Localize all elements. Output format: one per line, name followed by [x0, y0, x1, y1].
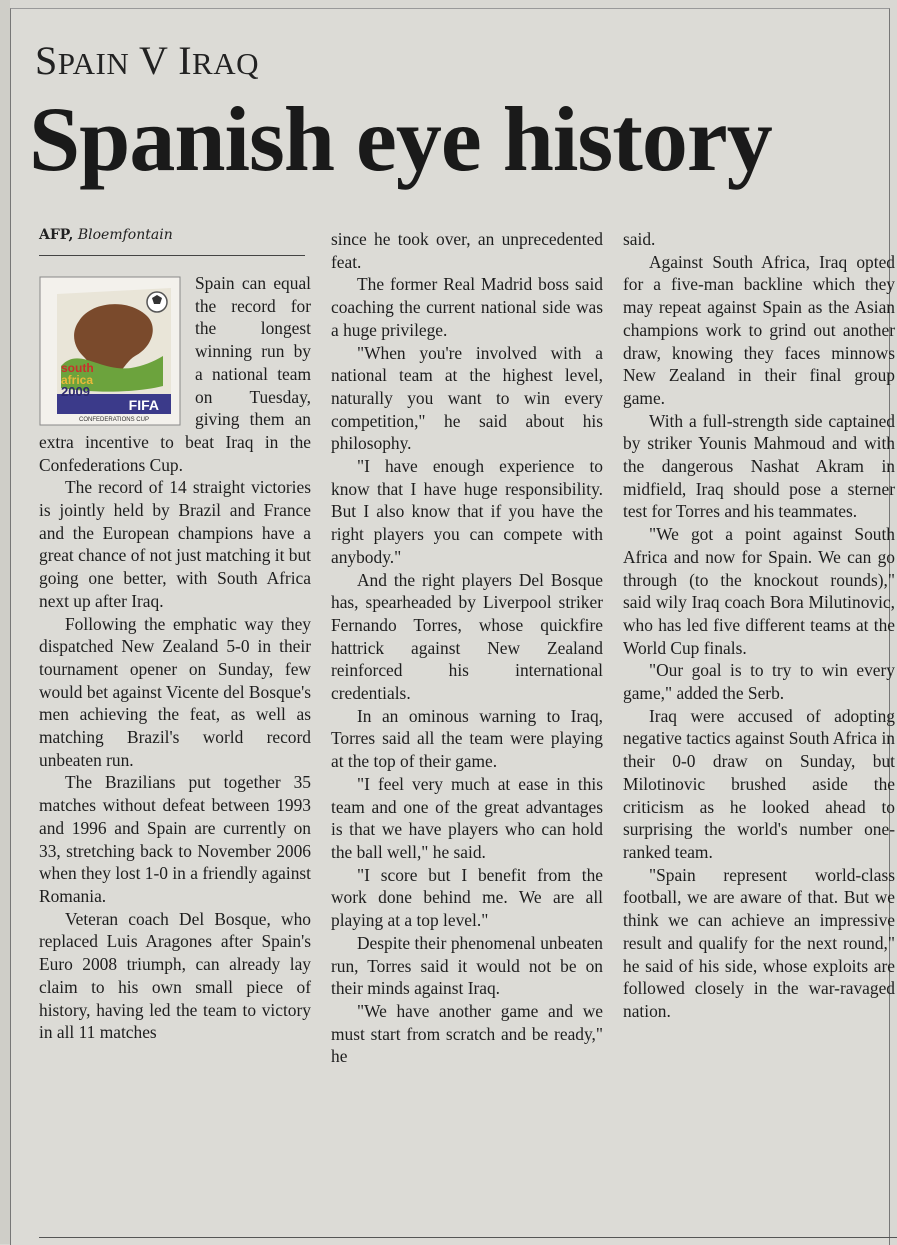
- newspaper-page: [10, 8, 895, 1245]
- article-column-2: [331, 228, 603, 1068]
- confederations-cup-logo-graphic: [39, 276, 181, 426]
- confederations-cup-logo: [39, 276, 181, 426]
- paragraph: Iraq were accused of adopting negative tactics against South Africa in their 0-0 draw on Sunday, but Milotinovic brushed aside the criticism as he looked ahead to surprising the world's number one-ranked team.: [623, 705, 895, 862]
- paragraph: Despite their phenomenal unbeaten run, Torres said it would not be on their minds against Iraq.: [331, 932, 603, 999]
- section-kicker: SPAIN V IRAQ: [35, 38, 259, 83]
- paragraph: Veteran coach Del Bosque, who replaced Luis Aragones after Spain's Euro 2008 triumph, can already lay claim to his own small piece of history, having led the team to victory in all 11 matches: [39, 908, 311, 1043]
- paragraph: With a full-strength side captained by striker Younis Mahmoud and with the dangerous Nashat Akram in midfield, Iraq should pose a sterner test for Torres and his teammates.: [623, 410, 895, 522]
- paragraph: "Spain represent world-class football, we are aware of that. But we think we can achieve an impressive result and qualify for the next round," he said of his side, whose exploits are followed closely in the war-ravaged nation.: [623, 864, 895, 1021]
- paragraph: "We have another game and we must start from scratch and be ready," he: [331, 1000, 603, 1067]
- byline-place: Bloemfontain: [77, 227, 173, 243]
- article-column-1: [39, 272, 311, 1044]
- page-edge-strip: [0, 0, 10, 1244]
- paragraph: "I feel very much at ease in this team and one of the great advantages is that we have players who can hold the ball well," he said.: [331, 773, 603, 862]
- paragraph: "We got a point against South Africa and now for Spain. We can go through (to the knockout rounds)," said wily Iraq coach Bora Milutinovic, who has led five different teams at the World Cup finals.: [623, 524, 895, 658]
- paragraph: Following the emphatic way they dispatched New Zealand 5-0 in their tournament opener on Sunday, few would bet against Vicente del Bosque's men achieving the feat, as well as matching Brazil's world record unbeaten run.: [39, 613, 311, 770]
- paragraph: The former Real Madrid boss said coaching the current national side was a huge privilege.: [331, 274, 603, 340]
- paragraph: And the right players Del Bosque has, spearheaded by Liverpool striker Fernando Torres, whose quickfire hattrick against New Zealand reinforced his international credentials.: [331, 569, 603, 704]
- paragraph: "Our goal is to try to win every game," added the Serb.: [623, 660, 895, 704]
- logo-text-africa: africa: [61, 373, 94, 387]
- paragraph: "I have enough experience to know that I have huge responsibility. But I also know that if you have the right players you can compete with anybody.": [331, 456, 603, 567]
- paragraph-continued: since he took over, an unprecedented feat.: [331, 229, 603, 272]
- paragraph: Against South Africa, Iraq opted for a five-man backline which they may repeat against Spain as the Asian champions work to grind out another draw, knowing they faces minnows New Zealand in their final group game.: [623, 251, 895, 408]
- logo-fifa-text: FIFA: [128, 397, 159, 413]
- paragraph: Spain can equal the record for the longest winning run by a national team on Tuesday, giving them an extra incentive to beat Iraq in the Confederations Cup.: [39, 273, 311, 475]
- paragraph-continued: said.: [623, 229, 656, 249]
- byline-agency: AFP,: [39, 227, 74, 243]
- paragraph: The Brazilians put together 35 matches without defeat between 1993 and 1996 and Spain are currently on 33, stretching back to November 2006 when they lost 1-0 in a friendly against Romania.: [39, 772, 311, 906]
- paragraph: "I score but I benefit from the work done behind me. We are all playing at a top level.": [331, 864, 603, 931]
- paragraph: "When you're involved with a national team at the highest level, naturally you want to win every competition," he said about his philosophy.: [331, 342, 603, 454]
- byline: [39, 227, 173, 243]
- byline-rule: [39, 255, 305, 256]
- headline: Spanish eye history: [29, 88, 772, 190]
- paragraph: In an ominous warning to Iraq, Torres said all the team were playing at the top of their game.: [331, 705, 603, 772]
- logo-text-south: south: [61, 361, 94, 375]
- paragraph: The record of 14 straight victories is jointly held by Brazil and France and the European champions have a great chance of not just matching it but going one better, with South Africa next up after Iraq.: [39, 477, 311, 611]
- logo-subtitle: CONFEDERATIONS CUP: [79, 417, 149, 423]
- logo-text-year: 2009: [61, 384, 90, 399]
- bottom-rule: [39, 1237, 897, 1238]
- article-column-3: [623, 228, 895, 1023]
